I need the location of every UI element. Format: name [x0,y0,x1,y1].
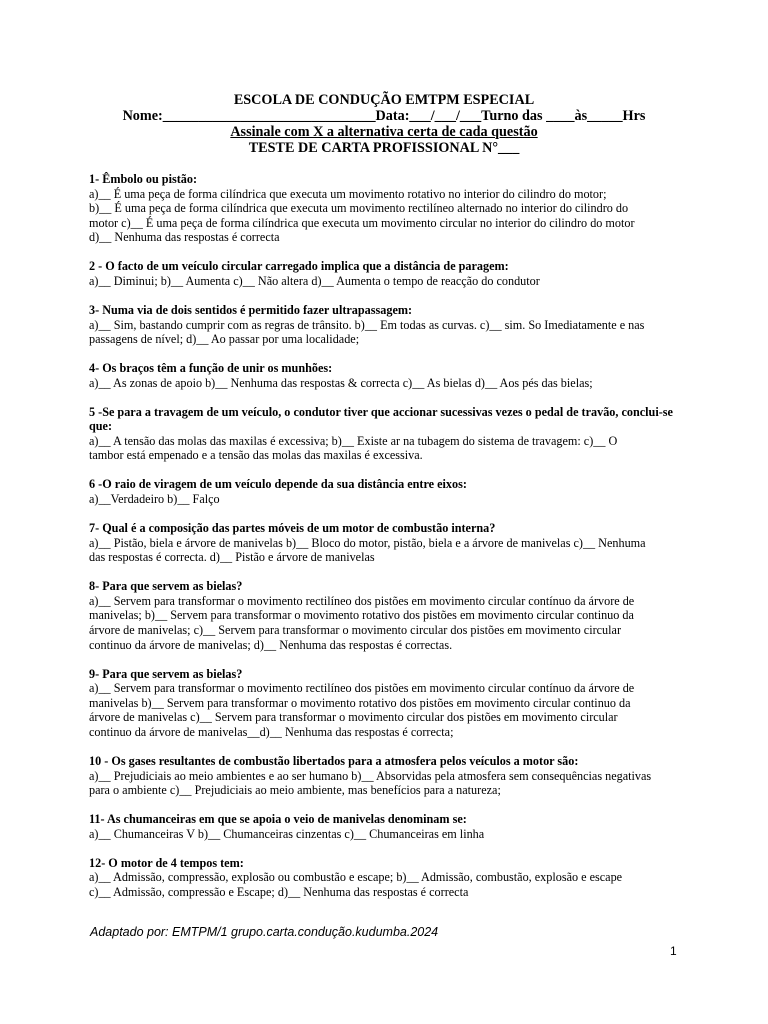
answer-options-line[interactable]: passagens de nível; d)__ Ao passar por uma localidade; [89,332,360,347]
answer-options-line[interactable]: manivelas; b)__ Servem para transformar o movimento rotativo dos pistões em movimento circular continuo da [89,608,634,623]
question-block [89,303,679,347]
question-title: 11- As chumanceiras em que se apoia o veio de manivelas denominam se: [89,812,467,827]
question-title: 12- O motor de 4 tempos tem: [89,855,244,870]
instruction-text: Assinale com X a alternativa certa de cada questão [230,124,538,140]
answer-options-line[interactable]: motor c)__ É uma peça de forma cilíndrica que executa um movimento circular no interior do cilindro do motor [89,215,635,230]
answer-options-line[interactable]: continuo da árvore de manivelas; d)__ Nenhuma das respostas é correctas. [89,637,453,652]
answer-options-line[interactable]: b)__ É uma peça de forma cilíndrica que executa um movimento rectilíneo alternado no interior do cilindro do [89,201,629,216]
question-title: 9- Para que servem as bielas? [89,666,243,681]
answer-options-line[interactable]: a)__ Chumanceiras V b)__ Chumanceiras cinzentas c)__ Chumanceiras em linha [89,826,485,841]
document-header [0,92,768,156]
answer-options-line[interactable]: a)__ É uma peça de forma cilíndrica que executa um movimento rotativo no interior do cilindro do motor; [89,186,607,201]
question-title: 4- Os braços têm a função de unir os munhões: [89,361,333,376]
question-block [89,856,679,900]
answer-options-line[interactable]: c)__ Admissão, compressão e Escape; d)__ Nenhuma das respostas é correcta [89,884,469,899]
answer-options-line[interactable]: a)__ Prejudiciais ao meio ambientes e ao ser humano b)__ Absorvidas pela atmosfera sem consequências negativas [89,768,652,783]
page-number: 1 [670,944,677,958]
question-block [89,477,679,506]
question-block [89,579,679,652]
question-title: 8- Para que servem as bielas? [89,579,243,594]
question-title: 10 - Os gases resultantes de combustão libertados para a atmosfera pelos veículos a motor são: [89,753,579,768]
answer-options-line[interactable]: para o ambiente c)__ Prejudiciais ao meio ambiente, mas benefícios para a natureza; [89,783,501,798]
question-title: 3- Numa via de dois sentidos é permitido fazer ultrapassagem: [89,302,413,317]
answer-options-line[interactable]: a)__ Diminui; b)__ Aumenta c)__ Não altera d)__ Aumenta o tempo de reacção do condutor [89,273,540,288]
question-title: 5 -Se para a travagem de um veículo, o condutor tiver que accionar sucessivas vezes o pedal de travão, conclui-se que: [89,404,673,434]
answer-options-line[interactable]: a)__ Servem para transformar o movimento rectilíneo dos pistões em movimento circular contínuo da árvore de [89,593,635,608]
question-block [89,172,679,245]
answer-options-line[interactable]: continuo da árvore de manivelas__d)__ Nenhuma das respostas é correcta; [89,724,454,739]
answer-options-line[interactable]: árvore de manivelas; c)__ Servem para transformar o movimento circular dos pistões em movimento circular [89,622,622,637]
question-title: 1- Êmbolo ou pistão: [89,172,198,186]
answer-options-line[interactable]: a)__ A tensão das molas das maxilas é excessiva; b)__ Existe ar na tubagem do sistema de travagem: c)__ O [89,433,618,448]
question-block [89,667,679,740]
answer-options-line[interactable]: árvore de manivelas c)__ Servem para transformar o movimento circular dos pistões em movimento circular [89,710,618,725]
question-title: 7- Qual é a composição das partes móveis de um motor de combustão interna? [89,521,496,536]
answer-options-line[interactable]: a)__Verdadeiro b)__ Falço [89,492,220,507]
question-block [89,361,679,390]
question-block [89,812,679,841]
answer-options-line[interactable]: a)__ Sim, bastando cumprir com as regras de trânsito. b)__ Em todas as curvas. c)__ sim. So Imediatamente e nas [89,317,645,332]
answer-options-line[interactable]: a)__ As zonas de apoio b)__ Nenhuma das respostas & correcta c)__ As bielas d)__ Aos pés das bielas; [89,375,593,390]
question-block [89,259,679,288]
answer-options-line[interactable]: d)__ Nenhuma das respostas é correcta [89,230,280,245]
question-block [89,521,679,565]
name-date-line: Nome:______________________________Data:___/___/___Turno das ____às_____Hrs [122,108,646,124]
test-title: TESTE DE CARTA PROFISSIONAL N°___ [248,140,520,156]
footer-credit: Adaptado por: EMTPM/1 grupo.carta.condução.kudumba.2024 [90,925,439,939]
answer-options-line[interactable]: manivelas b)__ Servem para transformar o movimento rotativo dos pistões em movimento circular continuo da [89,695,631,710]
answer-options-line[interactable]: a)__ Admissão, compressão, explosão ou combustão e escape; b)__ Admissão, combustão, explosão e escape [89,870,623,885]
answer-options-line[interactable]: tambor está empenado e a tensão das molas das maxilas é excessiva. [89,448,423,463]
question-block [89,754,679,798]
question-block [89,405,679,463]
question-title: 6 -O raio de viragem de um veículo depende da sua distância entre eixos: [89,477,467,492]
answer-options-line[interactable]: a)__ Servem para transformar o movimento rectilíneo dos pistões em movimento circular contínuo da árvore de [89,681,635,696]
answer-options-line[interactable]: a)__ Pistão, biela e árvore de manivelas b)__ Bloco do motor, pistão, biela e a árvore de manivelas c)__ Nenhuma [89,535,646,550]
question-list [89,172,679,914]
question-title: 2 - O facto de um veículo circular carregado implica que a distância de paragem: [89,259,509,274]
school-name: ESCOLA DE CONDUÇÃO EMTPM ESPECIAL [233,92,535,108]
answer-options-line[interactable]: das respostas é correcta. d)__ Pistão e árvore de manivelas [89,550,375,565]
